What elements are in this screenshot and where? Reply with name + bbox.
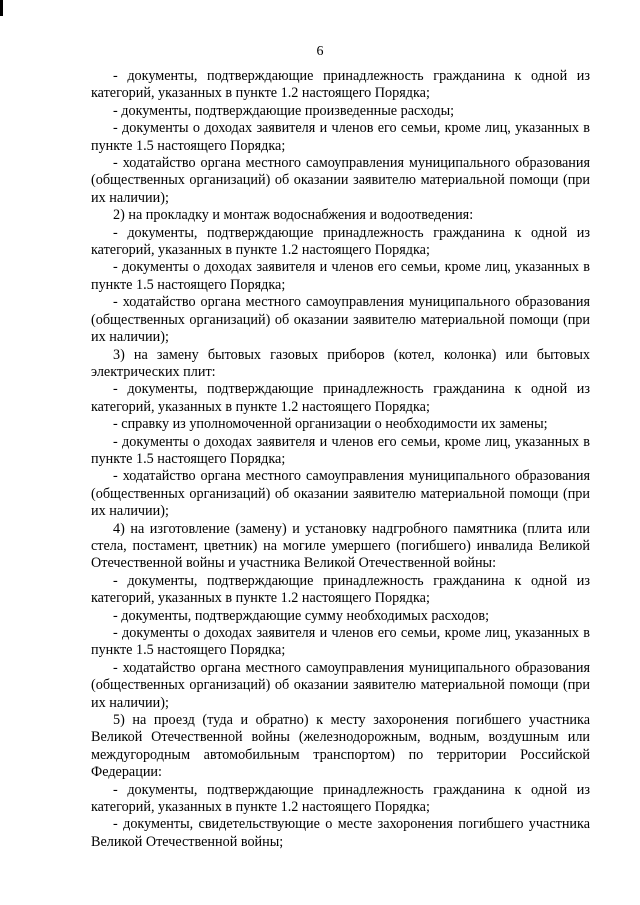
paragraph-16: - документы, подтверждающие сумму необходимых расходов; bbox=[113, 607, 490, 624]
page-number: 6 bbox=[316, 44, 324, 59]
paragraph-6: - документы, подтверждающие принадлежность гражданина к одной из категорий, указанных в пункте 1.2 настоящего Порядка; bbox=[91, 224, 590, 259]
paragraph-4: - ходатайство органа местного самоуправления муниципального образования (общественных организаций) об оказании заявителю материальной помощи (при их наличии); bbox=[91, 155, 590, 206]
paragraph-17: - документы о доходах заявителя и членов его семьи, кроме лиц, указанных в пункте 1.5 настоящего Порядка; bbox=[91, 625, 590, 659]
paragraph-20: - документы, подтверждающие принадлежность гражданина к одной из категорий, указанных в пункте 1.2 настоящего Порядка; bbox=[91, 781, 590, 816]
paragraph-2: - документы, подтверждающие произведенные расходы; bbox=[113, 102, 455, 119]
paragraph-9: 3) на замену бытовых газовых приборов (котел, колонка) или бытовых электрических плит: bbox=[91, 346, 590, 380]
paragraph-11: - справку из уполномоченной организации о необходимости их замены; bbox=[113, 416, 548, 433]
paragraph-18: - ходатайство органа местного самоуправления муниципального образования (общественных организаций) об оказании заявителю материальной помощи (при их наличии); bbox=[91, 659, 590, 711]
paragraph-8: - ходатайство органа местного самоуправления муниципального образования (общественных организаций) об оказании заявителю материальной помощи (при их наличии); bbox=[91, 294, 590, 346]
paragraph-7: - документы о доходах заявителя и членов его семьи, кроме лиц, указанных в пункте 1.5 настоящего Порядка; bbox=[91, 259, 590, 293]
document-body bbox=[91, 68, 590, 851]
paragraph-3: - документы о доходах заявителя и членов его семьи, кроме лиц, указанных в пункте 1.5 настоящего Порядка; bbox=[91, 120, 590, 154]
paragraph-5: 2) на прокладку и монтаж водоснабжения и водоотведения: bbox=[113, 207, 474, 224]
paragraph-12: - документы о доходах заявителя и членов его семьи, кроме лиц, указанных в пункте 1.5 настоящего Порядка; bbox=[91, 433, 590, 467]
paragraph-21: - документы, свидетельствующие о месте захоронения погибшего участника Великой Отечественной войны; bbox=[91, 816, 590, 850]
paragraph-19: 5) на проезд (туда и обратно) к месту захоронения погибшего участника Великой Отечественной войны (железнодорожным, водным, воздушным или междугородным автомобильным транспортом) по территории Российской Федерации: bbox=[91, 712, 590, 781]
paragraph-13: - ходатайство органа местного самоуправления муниципального образования (общественных организаций) об оказании заявителю материальной помощи (при их наличии); bbox=[91, 468, 590, 520]
paragraph-1: - документы, подтверждающие принадлежность гражданина к одной из категорий, указанных в пункте 1.2 настоящего Порядка; bbox=[91, 68, 590, 102]
scan-edge-mark bbox=[0, 0, 3, 16]
paragraph-15: - документы, подтверждающие принадлежность гражданина к одной из категорий, указанных в пункте 1.2 настоящего Порядка; bbox=[91, 572, 590, 607]
paragraph-10: - документы, подтверждающие принадлежность гражданина к одной из категорий, указанных в пункте 1.2 настоящего Порядка; bbox=[91, 381, 590, 415]
paragraph-14: 4) на изготовление (замену) и установку надгробного памятника (плита или стела, постамент, цветник) на могиле умершего (погибшего) инвалида Великой Отечественной войны и участника Великой Отечественной войны: bbox=[91, 520, 590, 572]
